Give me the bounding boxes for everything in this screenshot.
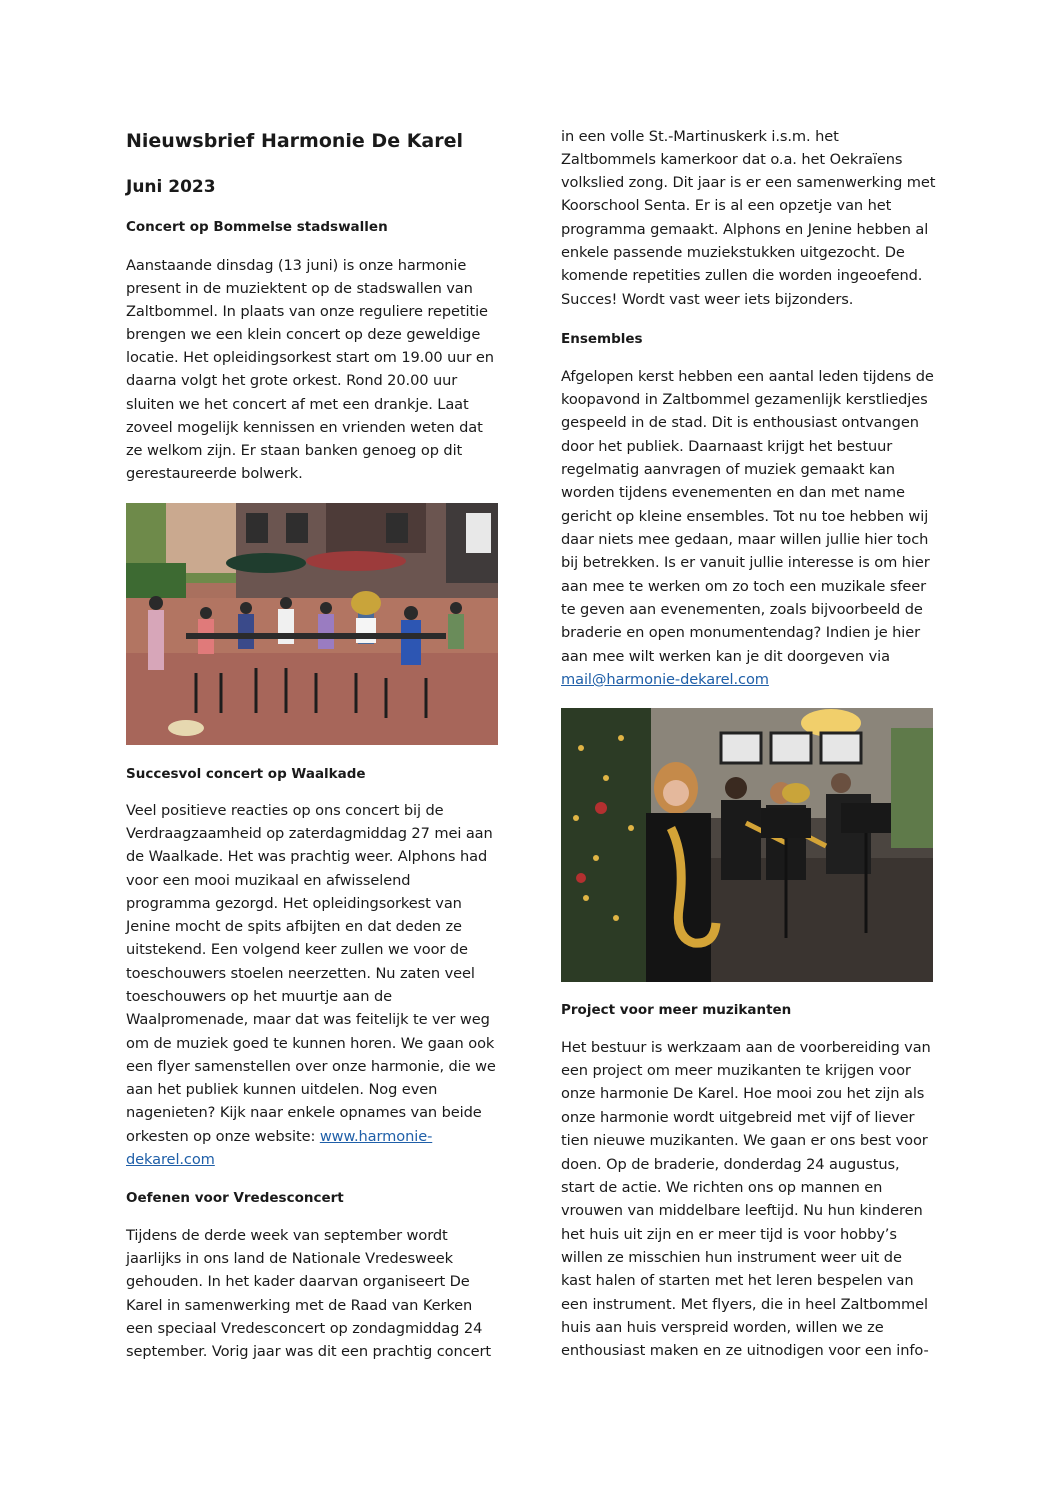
body-line: regelmatig aanvragen of muziek gemaakt kan — [561, 461, 895, 478]
body-line: gehouden. In het kader daarvan organiseert De — [126, 1273, 470, 1290]
body-line: Aanstaande dinsdag (13 juni) is onze harmonie — [126, 257, 467, 274]
body-line: aan mee te werken om zo toch een muzikale sfeer — [561, 578, 927, 595]
body-line: Veel positieve reacties op ons concert bij de — [126, 802, 444, 819]
body-line: tien nieuwe muzikanten. We gaan er ons best voor — [561, 1132, 928, 1149]
body-line: door het publiek. Daarnaast krijgt het bestuur — [561, 438, 893, 455]
body-line — [126, 1127, 432, 1147]
body-line: present in de muziektent op de stadswallen van — [126, 280, 473, 297]
body-line: onze harmonie wordt uitgebreid met vijf of liever — [561, 1109, 915, 1126]
website-link-continued[interactable]: dekarel.com — [126, 1151, 215, 1168]
body-line: Succes! Wordt vast weer iets bijzonders. — [561, 291, 854, 308]
body-line: koopavond in Zaltbommel gezamenlijk kerstliedjes — [561, 391, 928, 408]
body-line: sluiten we het concert af met een drankje. Laat — [126, 396, 469, 413]
body-line: het huis uit zijn en er meer tijd is voor hobby’s — [561, 1226, 897, 1243]
body-line: vrouwen van middelbare leeftijd. Nu hun kinderen — [561, 1202, 923, 1219]
body-line: Karel in samenwerking met de Raad van Kerken — [126, 1297, 473, 1314]
body-line: Afgelopen kerst hebben een aantal leden tijdens de — [561, 368, 934, 385]
ensemble-saxophone-photo — [561, 708, 933, 982]
body-line: aan het publiek kunnen uitdelen. Nog even — [126, 1081, 438, 1098]
outdoor-concert-photo — [126, 503, 498, 745]
body-line: worden tijdens evenementen en dan met name — [561, 484, 905, 501]
body-line: uitstekend. Een volgend keer zullen we voor de — [126, 941, 468, 958]
body-line: Jenine mocht de spits afbijten en dat deden ze — [126, 918, 462, 935]
body-line: willen ze misschien hun instrument weer uit de — [561, 1249, 902, 1266]
body-line: onze harmonie De Karel. Hoe mooi zou het zijn als — [561, 1085, 925, 1102]
body-line: Zaltbommel. In plaats van onze reguliere repetitie — [126, 303, 488, 320]
section-heading-project: Project voor meer muzikanten — [561, 1002, 792, 1018]
body-line: een project om meer muzikanten te krijgen voor — [561, 1062, 911, 1079]
body-line: ze welkom zijn. Er staan banken genoeg op dit — [126, 442, 463, 459]
body-line: volkslied zong. Dit jaar is er een samenwerking met — [561, 174, 936, 191]
body-line: een instrument. Met flyers, die in heel Zaltbommel — [561, 1296, 928, 1313]
body-line: Waalpromenade, maar dat was feitelijk te ver weg — [126, 1011, 490, 1028]
body-line: start de actie. We richten ons op mannen en — [561, 1179, 883, 1196]
body-line — [561, 670, 769, 690]
body-line: Tijdens de derde week van september wordt — [126, 1227, 448, 1244]
body-line: om de muziek goed te kunnen horen. We gaan ook — [126, 1035, 495, 1052]
body-line: daar niets mee gedaan, maar willen jullie hier toch — [561, 531, 929, 548]
section-heading-stadswallen: Concert op Bommelse stadswallen — [126, 219, 388, 235]
body-line: nagenieten? Kijk naar enkele opnames van beide — [126, 1104, 482, 1121]
body-line: programma gezorgd. Het opleidingsorkest van — [126, 895, 462, 912]
body-line: doen. Op de braderie, donderdag 24 augustus, — [561, 1156, 900, 1173]
body-line: bij betrekken. Is er vanuit jullie interesse is om hier — [561, 554, 930, 571]
body-line: braderie en open monumentendag? Indien je hier — [561, 624, 921, 641]
body-line: brengen we een klein concert op deze geweldige — [126, 326, 481, 343]
body-line: gespeeld in de stad. Dit is enthousiast ontvangen — [561, 414, 919, 431]
body-line: jaarlijks in ons land de Nationale Vredesweek — [126, 1250, 453, 1267]
newsletter-date: Juni 2023 — [126, 177, 216, 197]
body-line: Zaltbommels kamerkoor dat o.a. het Oekraïens — [561, 151, 903, 168]
body-line: Verdraagzaamheid op zaterdagmiddag 27 mei aan — [126, 825, 493, 842]
body-line: gericht op kleine ensembles. Tot nu toe hebben wij — [561, 508, 929, 525]
body-line: zoveel mogelijk kennissen en vrienden weten dat — [126, 419, 483, 436]
body-line: voor een mooi muzikaal en afwisselend — [126, 872, 411, 889]
body-line: aan mee wilt werken kan je dit doorgeven via — [561, 648, 890, 665]
body-line: kast halen of starten met het leren bespelen van — [561, 1272, 914, 1289]
section-heading-waalkade: Succesvol concert op Waalkade — [126, 766, 366, 782]
body-line: Het bestuur is werkzaam aan de voorbereiding van — [561, 1039, 931, 1056]
body-line-text: orkesten op onze website: — [126, 1128, 320, 1145]
body-line: een speciaal Vredesconcert op zondagmiddag 24 — [126, 1320, 483, 1337]
body-line: te geven aan evenementen, zoals bijvoorbeeld de — [561, 601, 923, 618]
body-line: komende repetities zullen die worden ingeoefend. — [561, 267, 923, 284]
email-link[interactable]: mail@harmonie-dekarel.com — [561, 671, 769, 688]
body-line: toeschouwers op het muurtje aan de — [126, 988, 392, 1005]
body-line: de Waalkade. Het was prachtig weer. Alphons had — [126, 848, 488, 865]
body-line: enkele passende muziekstukken uitgezocht. De — [561, 244, 905, 261]
section-heading-vredesconcert: Oefenen voor Vredesconcert — [126, 1190, 344, 1206]
body-line: in een volle St.-Martinuskerk i.s.m. het — [561, 128, 839, 145]
body-line: daarna volgt het grote orkest. Rond 20.00 uur — [126, 372, 458, 389]
body-line: enthousiast maken en ze uitnodigen voor een info- — [561, 1342, 929, 1359]
body-line: Koorschool Senta. Er is al een opzetje van het — [561, 197, 892, 214]
body-line: een flyer samenstellen over onze harmonie, die we — [126, 1058, 496, 1075]
body-line: september. Vorig jaar was dit een prachtig concert — [126, 1343, 491, 1360]
body-line — [126, 1150, 215, 1170]
body-line: locatie. Het opleidingsorkest start om 19.00 uur en — [126, 349, 494, 366]
body-line: programma gemaakt. Alphons en Jenine hebben al — [561, 221, 929, 238]
newsletter-title: Nieuwsbrief Harmonie De Karel — [126, 130, 464, 152]
body-line: huis aan huis verspreid worden, willen we ze — [561, 1319, 884, 1336]
website-link[interactable]: www.harmonie- — [319, 1128, 433, 1145]
body-line: gerestaureerde bolwerk. — [126, 465, 303, 482]
section-heading-ensembles: Ensembles — [561, 331, 643, 347]
body-line: toeschouwers stoelen neerzetten. Nu zaten veel — [126, 965, 475, 982]
